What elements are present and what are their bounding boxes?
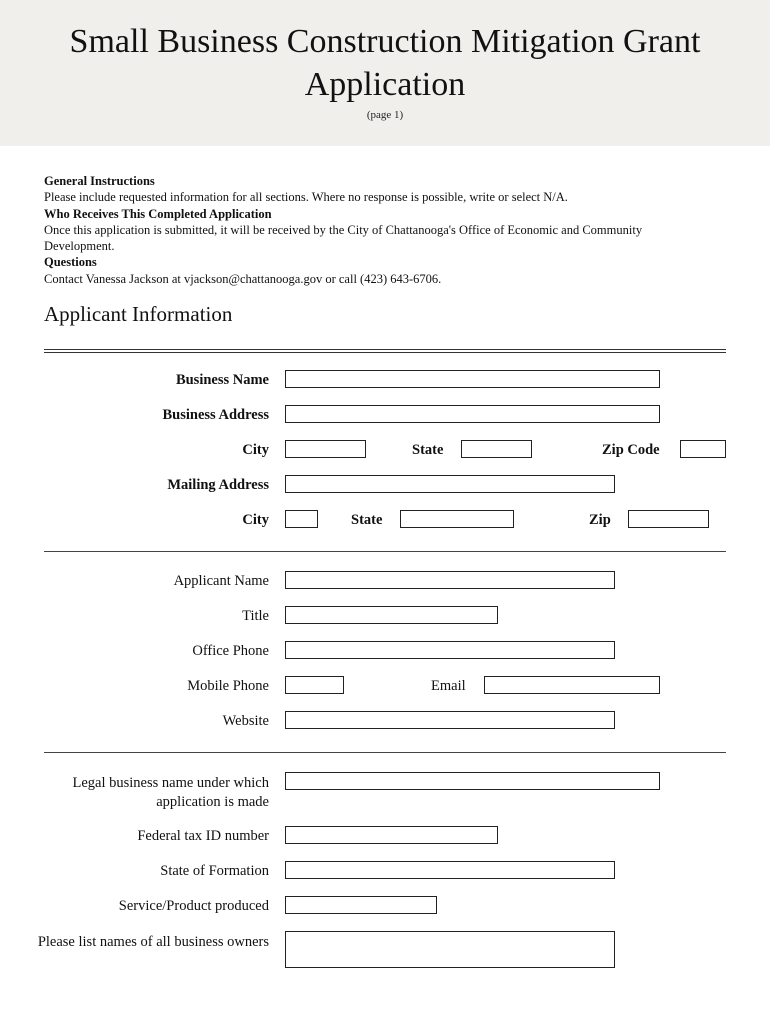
- office-phone-label: Office Phone: [192, 643, 269, 659]
- state-label: State: [412, 442, 444, 458]
- business-owners-field[interactable]: [285, 931, 615, 968]
- who-receives-heading: Who Receives This Completed Application: [44, 206, 272, 221]
- page-header: [0, 0, 770, 146]
- general-instructions-text: Please include requested information for all sections. Where no response is possible, write or select N/A.: [44, 190, 568, 205]
- who-receives-text: Once this application is submitted, it will be received by the City of Chattanooga's Office of Economic and Community Development.: [44, 222, 643, 254]
- page-number: (page 1): [366, 109, 404, 121]
- questions-heading: Questions: [44, 255, 97, 270]
- mail-zip-field[interactable]: [628, 510, 709, 528]
- business-address-field[interactable]: [285, 405, 660, 423]
- title-label: Title: [242, 608, 269, 624]
- zip-code-field[interactable]: [680, 440, 726, 458]
- service-product-label: Service/Product produced: [118, 898, 269, 914]
- email-label: Email: [431, 678, 466, 694]
- general-instructions-heading: General Instructions: [44, 174, 155, 188]
- page-title: Small Business Construction Mitigation Grant Application: [69, 23, 701, 103]
- zip-code-label: Zip Code: [602, 442, 660, 458]
- questions-text: Contact Vanessa Jackson at vjackson@chattanooga.gov or call (423) 643-6706.: [44, 271, 442, 286]
- website-field[interactable]: [285, 711, 615, 729]
- divider: [44, 551, 726, 552]
- mail-city-field[interactable]: [285, 510, 318, 528]
- mail-state-label: State: [351, 512, 383, 528]
- divider: [44, 752, 726, 753]
- tax-id-label: Federal tax ID number: [137, 828, 269, 844]
- mobile-phone-field[interactable]: [285, 676, 344, 694]
- state-field[interactable]: [461, 440, 532, 458]
- office-phone-field[interactable]: [285, 641, 615, 659]
- applicant-name-field[interactable]: [285, 571, 615, 589]
- section-title: Applicant Information: [44, 302, 233, 326]
- mail-zip-label: Zip: [589, 512, 611, 528]
- city-field[interactable]: [285, 440, 366, 458]
- instructions: [44, 173, 704, 287]
- email-field[interactable]: [484, 676, 660, 694]
- state-of-formation-field[interactable]: [285, 861, 615, 879]
- mail-state-field[interactable]: [400, 510, 514, 528]
- business-owners-label: Please list names of all business owners: [37, 934, 269, 950]
- mailing-address-label: Mailing Address: [167, 477, 269, 493]
- business-name-field[interactable]: [285, 370, 660, 388]
- tax-id-field[interactable]: [285, 826, 498, 844]
- mail-city-label: City: [242, 512, 269, 528]
- section-divider: [44, 349, 726, 353]
- business-name-label: Business Name: [175, 372, 269, 388]
- website-label: Website: [222, 713, 269, 729]
- service-product-field[interactable]: [285, 896, 437, 914]
- mobile-phone-label: Mobile Phone: [187, 678, 269, 694]
- state-of-formation-label: State of Formation: [160, 863, 269, 879]
- applicant-name-label: Applicant Name: [173, 573, 269, 589]
- title-field[interactable]: [285, 606, 498, 624]
- mailing-address-field[interactable]: [285, 475, 615, 493]
- legal-business-name-label: Legal business name under which application is made: [72, 775, 269, 810]
- business-address-label: Business Address: [162, 407, 269, 423]
- city-label: City: [242, 442, 269, 458]
- legal-business-name-field[interactable]: [285, 772, 660, 790]
